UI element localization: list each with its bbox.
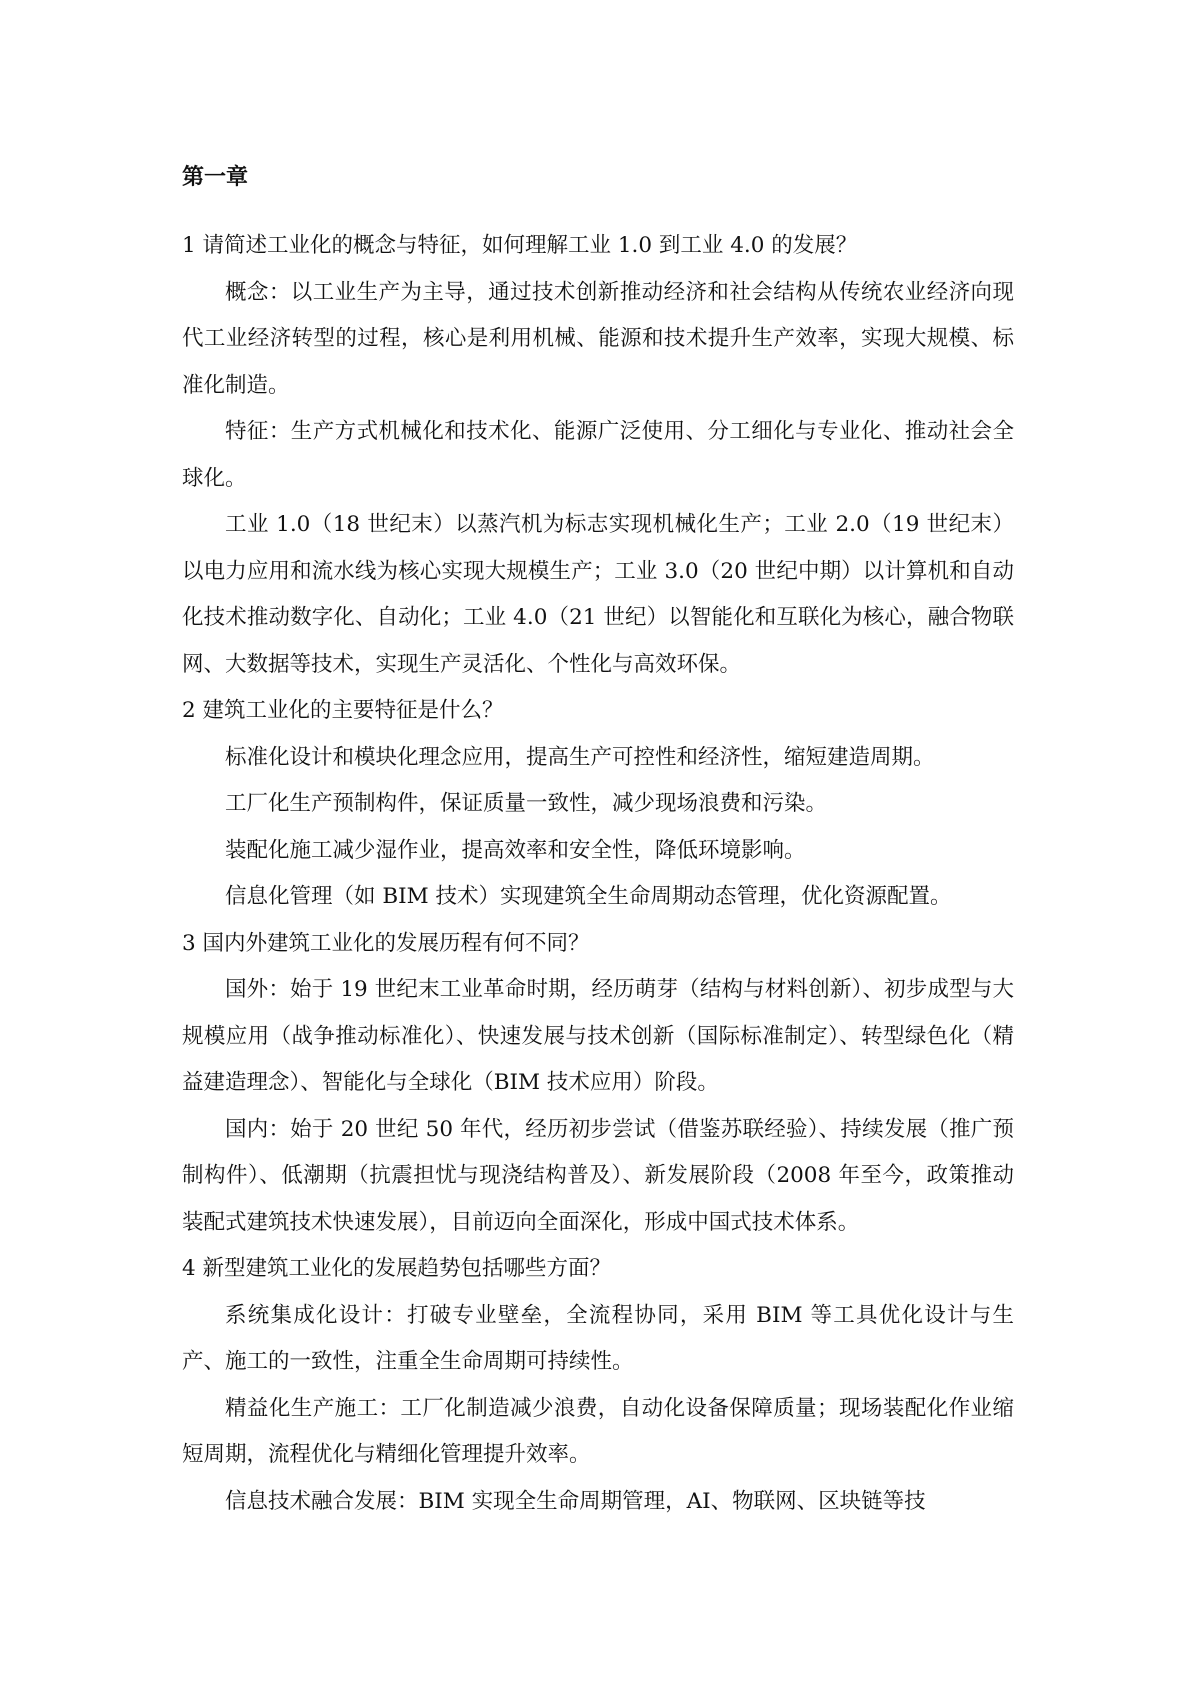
answer-3-domestic: 国内：始于 20 世纪 50 年代，经历初步尝试（借鉴苏联经验）、持续发展（推广预制构件）、低潮期（抗震担忧与现浇结构普及）、新发展阶段（2008 年至今，政策推动装配式建筑技术快速发展），目前迈向全面深化，形成中国式技术体系。	[182, 1116, 1014, 1235]
question-3: 3 国内外建筑工业化的发展历程有何不同？	[182, 930, 590, 956]
answer-2-assembly-construction: 装配化施工减少湿作业，提高效率和安全性，降低环境影响。	[225, 837, 806, 863]
question-4: 4 新型建筑工业化的发展趋势包括哪些方面？	[182, 1256, 612, 1281]
question-2: 2 建筑工业化的主要特征是什么？	[182, 698, 504, 723]
answer-1-industry-stages: 工业 1.0（18 世纪末）以蒸汽机为标志实现机械化生产；工业 2.0（19 世纪末）以电力应用和流水线为核心实现大规模生产；工业 3.0（20 世纪中期）以计算机和自动化技术推动数字化、自动化；工业 4.0（21 世纪）以智能化和互联化为核心，融合物联网、大数据等技术，实现生产灵活化、个性化与高效环保。	[182, 512, 1014, 677]
answer-1-concept: 概念：以工业生产为主导，通过技术创新推动经济和社会结构从传统农业经济向现代工业经济转型的过程，核心是利用机械、能源和技术提升生产效率，实现大规模、标准化制造。	[182, 279, 1014, 398]
answer-4-system-integration: 系统集成化设计：打破专业壁垒，全流程协同，采用 BIM 等工具优化设计与生产、施工的一致性，注重全生命周期可持续性。	[182, 1302, 1014, 1374]
answer-2-factory-production: 工厂化生产预制构件，保证质量一致性，减少现场浪费和污染。	[225, 791, 828, 816]
answer-4-information-technology: 信息技术融合发展：BIM 实现全生命周期管理，AI、物联网、区块链等技	[225, 1488, 926, 1514]
chapter-title: 第一章	[182, 165, 249, 190]
answer-1-features: 特征：生产方式机械化和技术化、能源广泛使用、分工细化与专业化、推动社会全球化。	[182, 419, 1014, 491]
question-1: 1 请简述工业化的概念与特征，如何理解工业 1.0 到工业 4.0 的发展？	[182, 233, 858, 258]
answer-3-abroad: 国外：始于 19 世纪末工业革命时期，经历萌芽（结构与材料创新）、初步成型与大规模应用（战争推动标准化）、快速发展与技术创新（国际标准制定）、转型绿色化（精益建造理念）、智能化与全球化（BIM 技术应用）阶段。	[182, 977, 1014, 1095]
answer-2-information-management: 信息化管理（如 BIM 技术）实现建筑全生命周期动态管理，优化资源配置。	[225, 884, 952, 909]
answer-2-standardization: 标准化设计和模块化理念应用，提高生产可控性和经济性，缩短建造周期。	[225, 744, 935, 770]
answer-4-lean-production: 精益化生产施工：工厂化制造减少浪费，自动化设备保障质量；现场装配化作业缩短周期，流程优化与精细化管理提升效率。	[182, 1395, 1014, 1467]
page-content	[182, 163, 1014, 1525]
